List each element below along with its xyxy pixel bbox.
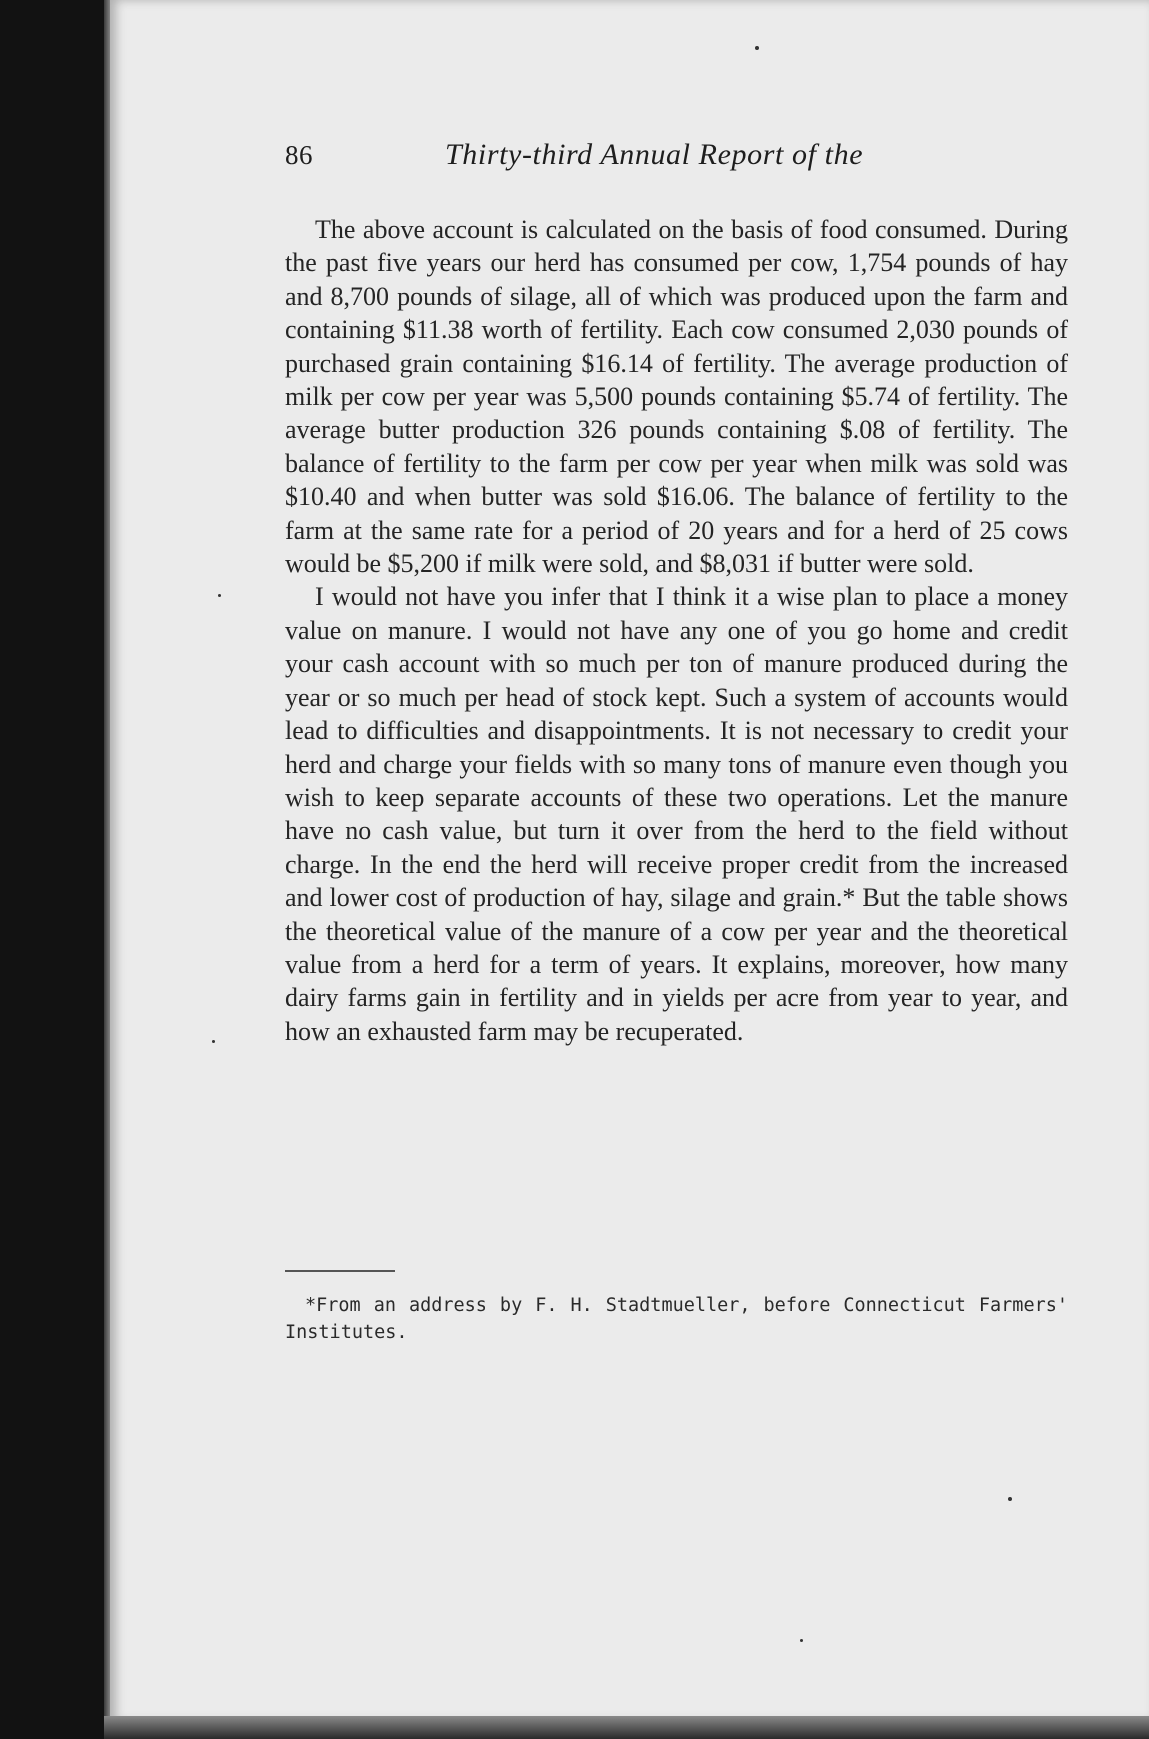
- running-head: Thirty-third Annual Report of the: [445, 138, 864, 171]
- print-speck: [800, 1639, 803, 1642]
- print-speck: [1008, 1497, 1012, 1501]
- footnote: *From an address by F. H. Stadtmueller, before Connecticut Farmers' Institutes.: [285, 1295, 1068, 1343]
- print-speck: [212, 1040, 215, 1043]
- body-text: [285, 213, 1068, 1048]
- page-number: 86: [285, 140, 313, 170]
- page-bottom-shadow: [104, 1716, 1149, 1739]
- paragraph-1: The above account is calculated on the basis of food consumed. During the past five years our herd has consumed per cow, 1,754 pounds of hay and 8,700 pounds of silage, all of which was produced upon the farm and containing $11.38 worth of fertility. Each cow consumed 2,030 pounds of purchased grain containing $16.14 of fertility. The average production of milk per cow per year was 5,500 pounds containing $5.74 of fertility. The average butter production 326 pounds containing $.08 of fertility. The balance of fertility to the farm per cow per year when milk was sold was $10.40 and when butter was sold $16.06. The balance of fertility to the farm at the same rate for a period of 20 years and for a herd of 25 cows would be $5,200 if milk were sold, and $8,031 if butter were sold.: [285, 215, 1068, 579]
- footnote-rule: [285, 1270, 395, 1272]
- paragraph-2: I would not have you infer that I think it a wise plan to place a money value on manure. I would not have any one of you go home and credit your cash account with so much per ton of manure produced during the year or so much per head of stock kept. Such a system of accounts would lead to difficulties and disappointments. It is not necessary to credit your herd and charge your fields with so many tons of manure even though you wish to keep separate accounts of these two operations. Let the manure have no cash value, but turn it over from the herd to the field without charge. In the end the herd will receive proper credit from the increased and lower cost of production of hay, silage and grain.* But the table shows the theoretical value of the manure of a cow per year and the theoretical value from a herd for a term of years. It explains, moreover, how many dairy farms gain in fertility and in yields per acre from year to year, and how an exhausted farm may be recuperated.: [285, 582, 1068, 1046]
- print-speck: [218, 594, 221, 597]
- print-speck: [755, 46, 759, 50]
- page-header: [285, 140, 905, 184]
